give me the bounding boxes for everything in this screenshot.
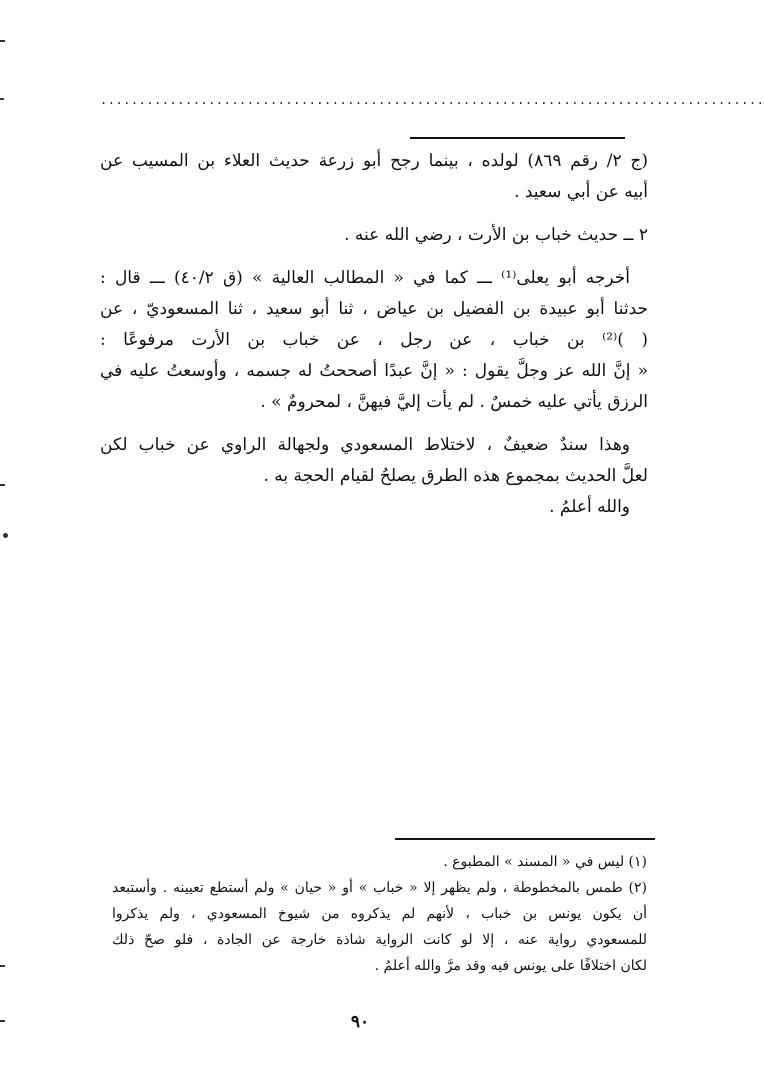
footnote-rule	[395, 838, 655, 840]
text-line: لعلَّ الحديث بمجموع هذه الطرق يصلحُ لقيام الحجة به .	[263, 466, 648, 486]
text-line: حدثنا أبو عبيدة بن الفضيل بن عياض ، ثنا أبو سعيد ، ثنا المسعوديّ ، عن	[100, 299, 649, 319]
top-rule	[410, 137, 625, 139]
text-line: أخرجه أبو يعلى⁽¹⁾ ـــ كما في « المطالب العالية » (ق ٤٠/٢) ـــ قال :	[100, 268, 631, 288]
hadith-quote-line: « إنَّ الله عز وجلَّ يقول : « إنَّ عبدًا أصححتُ له جسمه ، وأوسعتُ عليه في	[100, 361, 648, 381]
scan-mark-left-2	[0, 98, 4, 100]
text-line: (ج ٢/ رقم ٨٦٩) لولده ، بينما رجح أبو زرعة حديث العلاء بن المسيب عن	[100, 151, 648, 171]
hadith-quote-line: الرزق يأتي عليه خمسٌ . لم يأت إليَّ فيهنَّ ، لمحرومٌ » .	[260, 392, 648, 412]
footnote-line: (٢) طمس بالمخطوطة ، ولم يظهر إلا « خباب » أو « حيان » ولم أستطع تعيينه . وأستبعد	[112, 880, 647, 896]
footnote-line: لكان اختلافًا على يونس فيه وقد مرَّ والله أعلمُ .	[374, 958, 647, 974]
text-line: ( )⁽²⁾ بن خباب ، عن رجل ، عن خباب بن الأرت مرفوعًا :	[100, 330, 649, 350]
main-text	[100, 146, 648, 523]
scan-mark-top-left	[0, 40, 5, 42]
scan-mark-left-5	[0, 965, 5, 967]
scan-mark-left-3	[0, 484, 5, 486]
page-number: ٩٠	[350, 1012, 370, 1032]
text-line: أبيه عن أبي سعيد .	[514, 182, 648, 202]
footnote-line: للمسعودي رواية عنه ، إلا لو كانت الرواية شاذة خارجة عن الجادة ، فلو صحّ ذلك	[112, 932, 647, 948]
scan-mark-left-6	[0, 1020, 5, 1022]
footnote-line: أن يكون يونس بن خباب ، لأنهم لم يذكروه من شيوخ المسعودي ، ولم يذكروا	[112, 906, 647, 922]
footnotes	[112, 849, 647, 979]
section-heading: ٢ ــ حديث خباب بن الأرت ، رضي الله عنه .	[344, 225, 648, 245]
footnote-line: (١) ليس في « المسند » المطبوع .	[443, 854, 647, 870]
scan-mark-left-4	[3, 533, 8, 538]
closing-line: والله أعلمُ .	[549, 497, 630, 517]
header-dotted-line: ......................................................................................	[100, 93, 764, 107]
text-line: وهذا سندٌ ضعيفٌ ، لاختلاط المسعودي ولجهالة الراوي عن خباب لكن	[100, 435, 630, 455]
